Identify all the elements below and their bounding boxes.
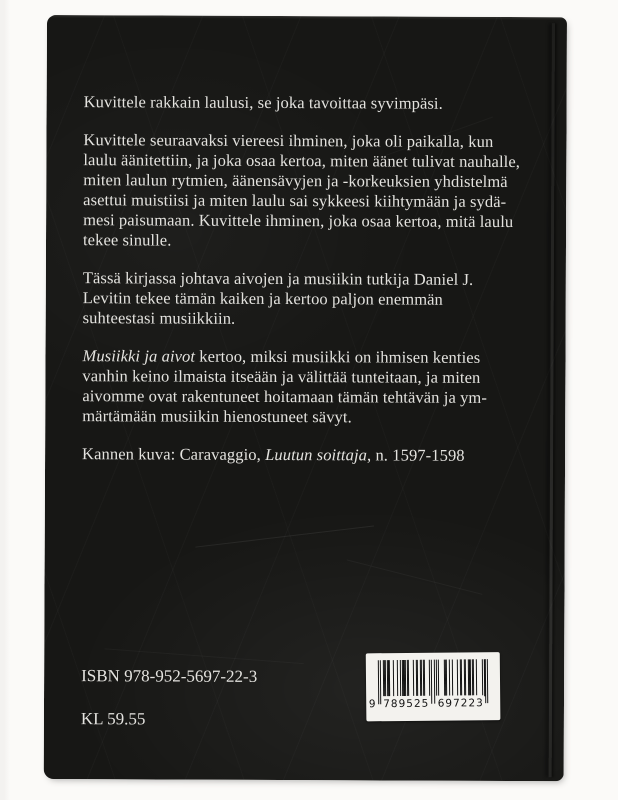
barcode-left-digits: 789525 <box>382 697 430 712</box>
blurb-line: miten laulun rytmien, äänensävyjen ja -korkeuksien yhdistelmä <box>83 170 508 192</box>
isbn-text: ISBN 978-952-5697-22-3 <box>81 666 258 686</box>
blurb-paragraph-2 <box>83 130 534 252</box>
barcode-bar <box>486 659 488 703</box>
blurb-line: tekee sinulle. <box>82 230 172 250</box>
blurb-line: märtämään musiikin hienostuneet sävyt. <box>82 406 352 427</box>
blurb-line: Kuvittele rakkain laulusi, se joka tavoittaa syvimpäsi. <box>83 92 443 113</box>
blurb-line <box>82 346 532 368</box>
book-title-italic: Musiikki ja aivot <box>82 346 196 366</box>
blurb-line: Tässä kirjassa johtava aivojen ja musiikin tutkija Daniel J. <box>82 268 474 289</box>
back-cover-blurb <box>82 92 534 484</box>
blurb-paragraph-3 <box>83 268 533 330</box>
cover-credit <box>82 444 532 466</box>
blurb-line: asettui muistiisi ja miten laulu sai sykkeesi kiihtymään ja sydä- <box>83 190 507 212</box>
barcode-label <box>366 652 501 721</box>
cover-scratch <box>347 559 483 594</box>
blurb-line: Kuvittele seuraavaksi viereesi ihminen, joka oli paikalla, kun <box>83 130 494 151</box>
book-back-cover <box>44 15 567 781</box>
credit-suffix: , n. 1597-1598 <box>366 445 465 465</box>
kl-classification: KL 59.55 <box>80 709 146 729</box>
cover-scratch <box>104 648 304 664</box>
barcode-first-digit: 9 <box>368 698 376 711</box>
blurb-line: vanhin keino ilmaista itseään ja välittää tunteitaan, ja miten <box>82 366 481 387</box>
blurb-paragraph-4 <box>82 346 532 428</box>
blurb-line-rest: kertoo, miksi musiikki on ihmisen kenties <box>195 346 481 367</box>
blurb-line: mesi paisumaan. Kuvittele ihminen, joka osaa kertoa, mitä laulu <box>83 210 514 232</box>
blurb-line: suhteestasi musiikkiin. <box>82 308 236 328</box>
blurb-line: Levitin tekee tämän kaiken ja kertoo paljon enemmän <box>82 288 443 309</box>
barcode-right-digits: 697223 <box>436 696 485 711</box>
artwork-title-italic: Luutun soittaja <box>265 444 368 465</box>
cover-hinge-groove <box>549 23 555 777</box>
blurb-paragraph-1 <box>84 92 534 114</box>
credit-prefix: Kannen kuva: Caravaggio, <box>82 444 266 464</box>
cover-top-edge-highlight <box>47 15 567 20</box>
blurb-line: laulu äänitettiin, ja joka osaa kertoa, miten äänet tulivat nauhalle, <box>83 150 521 172</box>
blurb-line: aivomme ovat rakentuneet hoitamaan tämän tehtävän ja ym- <box>82 386 488 407</box>
cover-scratch <box>195 525 374 547</box>
